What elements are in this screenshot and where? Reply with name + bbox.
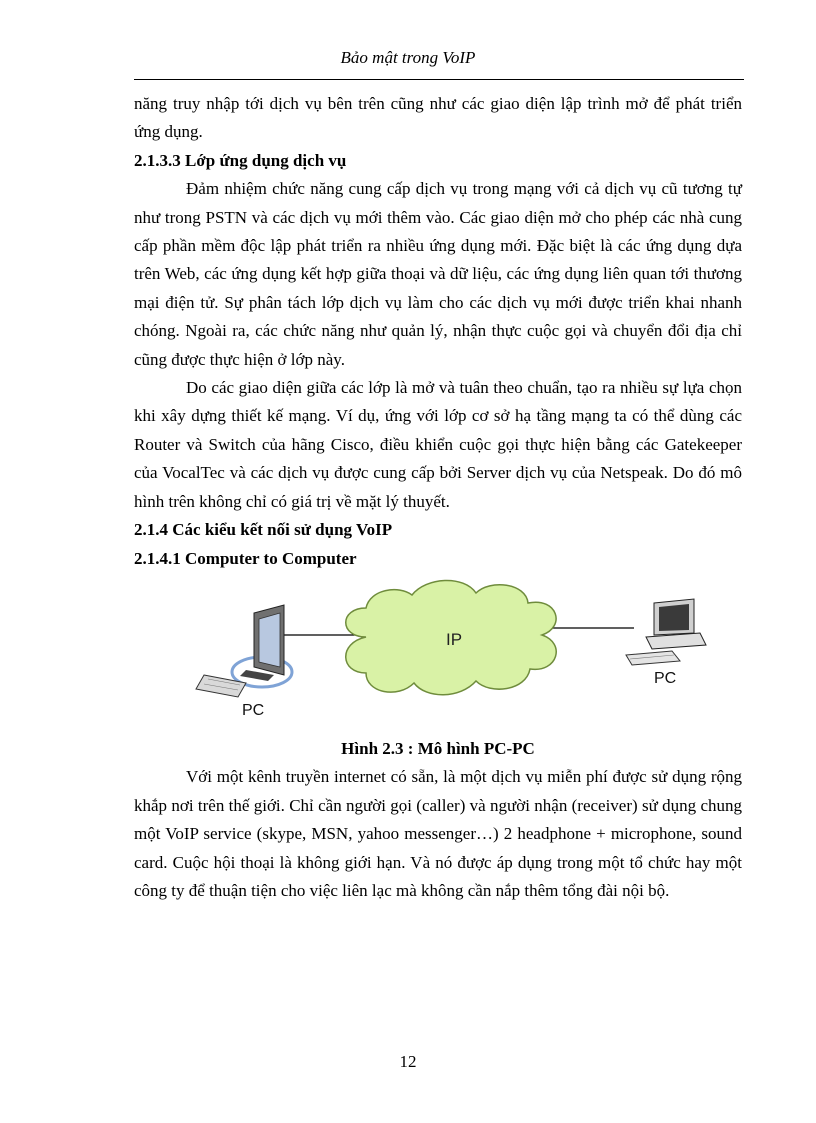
cloud-icon bbox=[346, 580, 556, 694]
paragraph-open-interfaces: Do các giao diện giữa các lớp là mở và tuân theo chuẩn, tạo ra nhiều sự lựa chọn khi xây dựng thiết kế mạng. Ví dụ, ứng với lớp cơ sở hạ tầng mạng ta có thể dùng các Router và Switch của hãng Cisco, điều khiển cuộc gọi thực hiện bằng các Gatekeeper của VocalTec và các dịch vụ được cung cấp bởi Server dịch vụ của Netspeak. Do đó mô hình trên không chỉ có giá trị về mặt lý thuyết. bbox=[134, 378, 742, 511]
page-content bbox=[134, 90, 742, 905]
cloud-label: IP bbox=[446, 629, 463, 649]
section-heading-2-1-3-3: 2.1.3.3 Lớp ứng dụng dịch vụ bbox=[134, 150, 347, 170]
paragraph-continuation: năng truy nhập tới dịch vụ bên trên cũng như các giao diện lập trình mở để phát triển ứng dụng. bbox=[134, 94, 742, 142]
paragraph-service-layer: Đảm nhiệm chức năng cung cấp dịch vụ trong mạng với cả dịch vụ cũ tương tự như trong PSTN và các dịch vụ mới thêm vào. Các giao diện mở cho phép các nhà cung cấp phần mềm độc lập phát triển ra nhiều ứng dụng mới. Đặc biệt là các ứng dụng dựa trên Web, các ứng dụng kết hợp giữa thoại và dữ liệu, các ứng dụng liên quan tới thương mại điện tử. Sự phân tách lớp dịch vụ làm cho các dịch vụ mới được triển khai nhanh chóng. Ngoài ra, các chức năng như quản lý, nhận thực cuộc gọi và chuyển đổi địa chỉ cũng được thực hiện ở lớp này. bbox=[134, 179, 742, 369]
figure-caption: Hình 2.3 : Mô hình PC-PC bbox=[341, 738, 535, 758]
page-header-title: Bảo mật trong VoIP bbox=[340, 48, 476, 67]
section-heading-2-1-4: 2.1.4 Các kiểu kết nối sử dụng VoIP bbox=[134, 520, 393, 540]
page-number: 12 bbox=[399, 1052, 417, 1071]
left-pc-icon bbox=[196, 605, 292, 719]
right-pc-icon bbox=[626, 599, 706, 687]
paragraph-pc-to-pc: Với một kênh truyền internet có sẵn, là một dịch vụ miễn phí được sử dụng rộng khắp nơi trên thế giới. Chỉ cần người gọi (caller) và người nhận (receiver) sử dụng chung một VoIP service (skype, MSN, yahoo messenger…) 2 headphone + microphone, sound card. Cuộc hội thoại là không giới hạn. Và nó được áp dụng trong một tổ chức hay một công ty để thuận tiện cho việc liên lạc mà không cần nắp thêm tổng đài nội bộ. bbox=[134, 767, 742, 900]
header-divider bbox=[134, 79, 744, 80]
right-pc-label: PC bbox=[654, 669, 677, 687]
figure-pc-to-pc bbox=[134, 575, 742, 735]
left-pc-label: PC bbox=[242, 701, 265, 719]
network-diagram bbox=[134, 575, 742, 735]
section-heading-2-1-4-1: 2.1.4.1 Computer to Computer bbox=[134, 548, 357, 568]
